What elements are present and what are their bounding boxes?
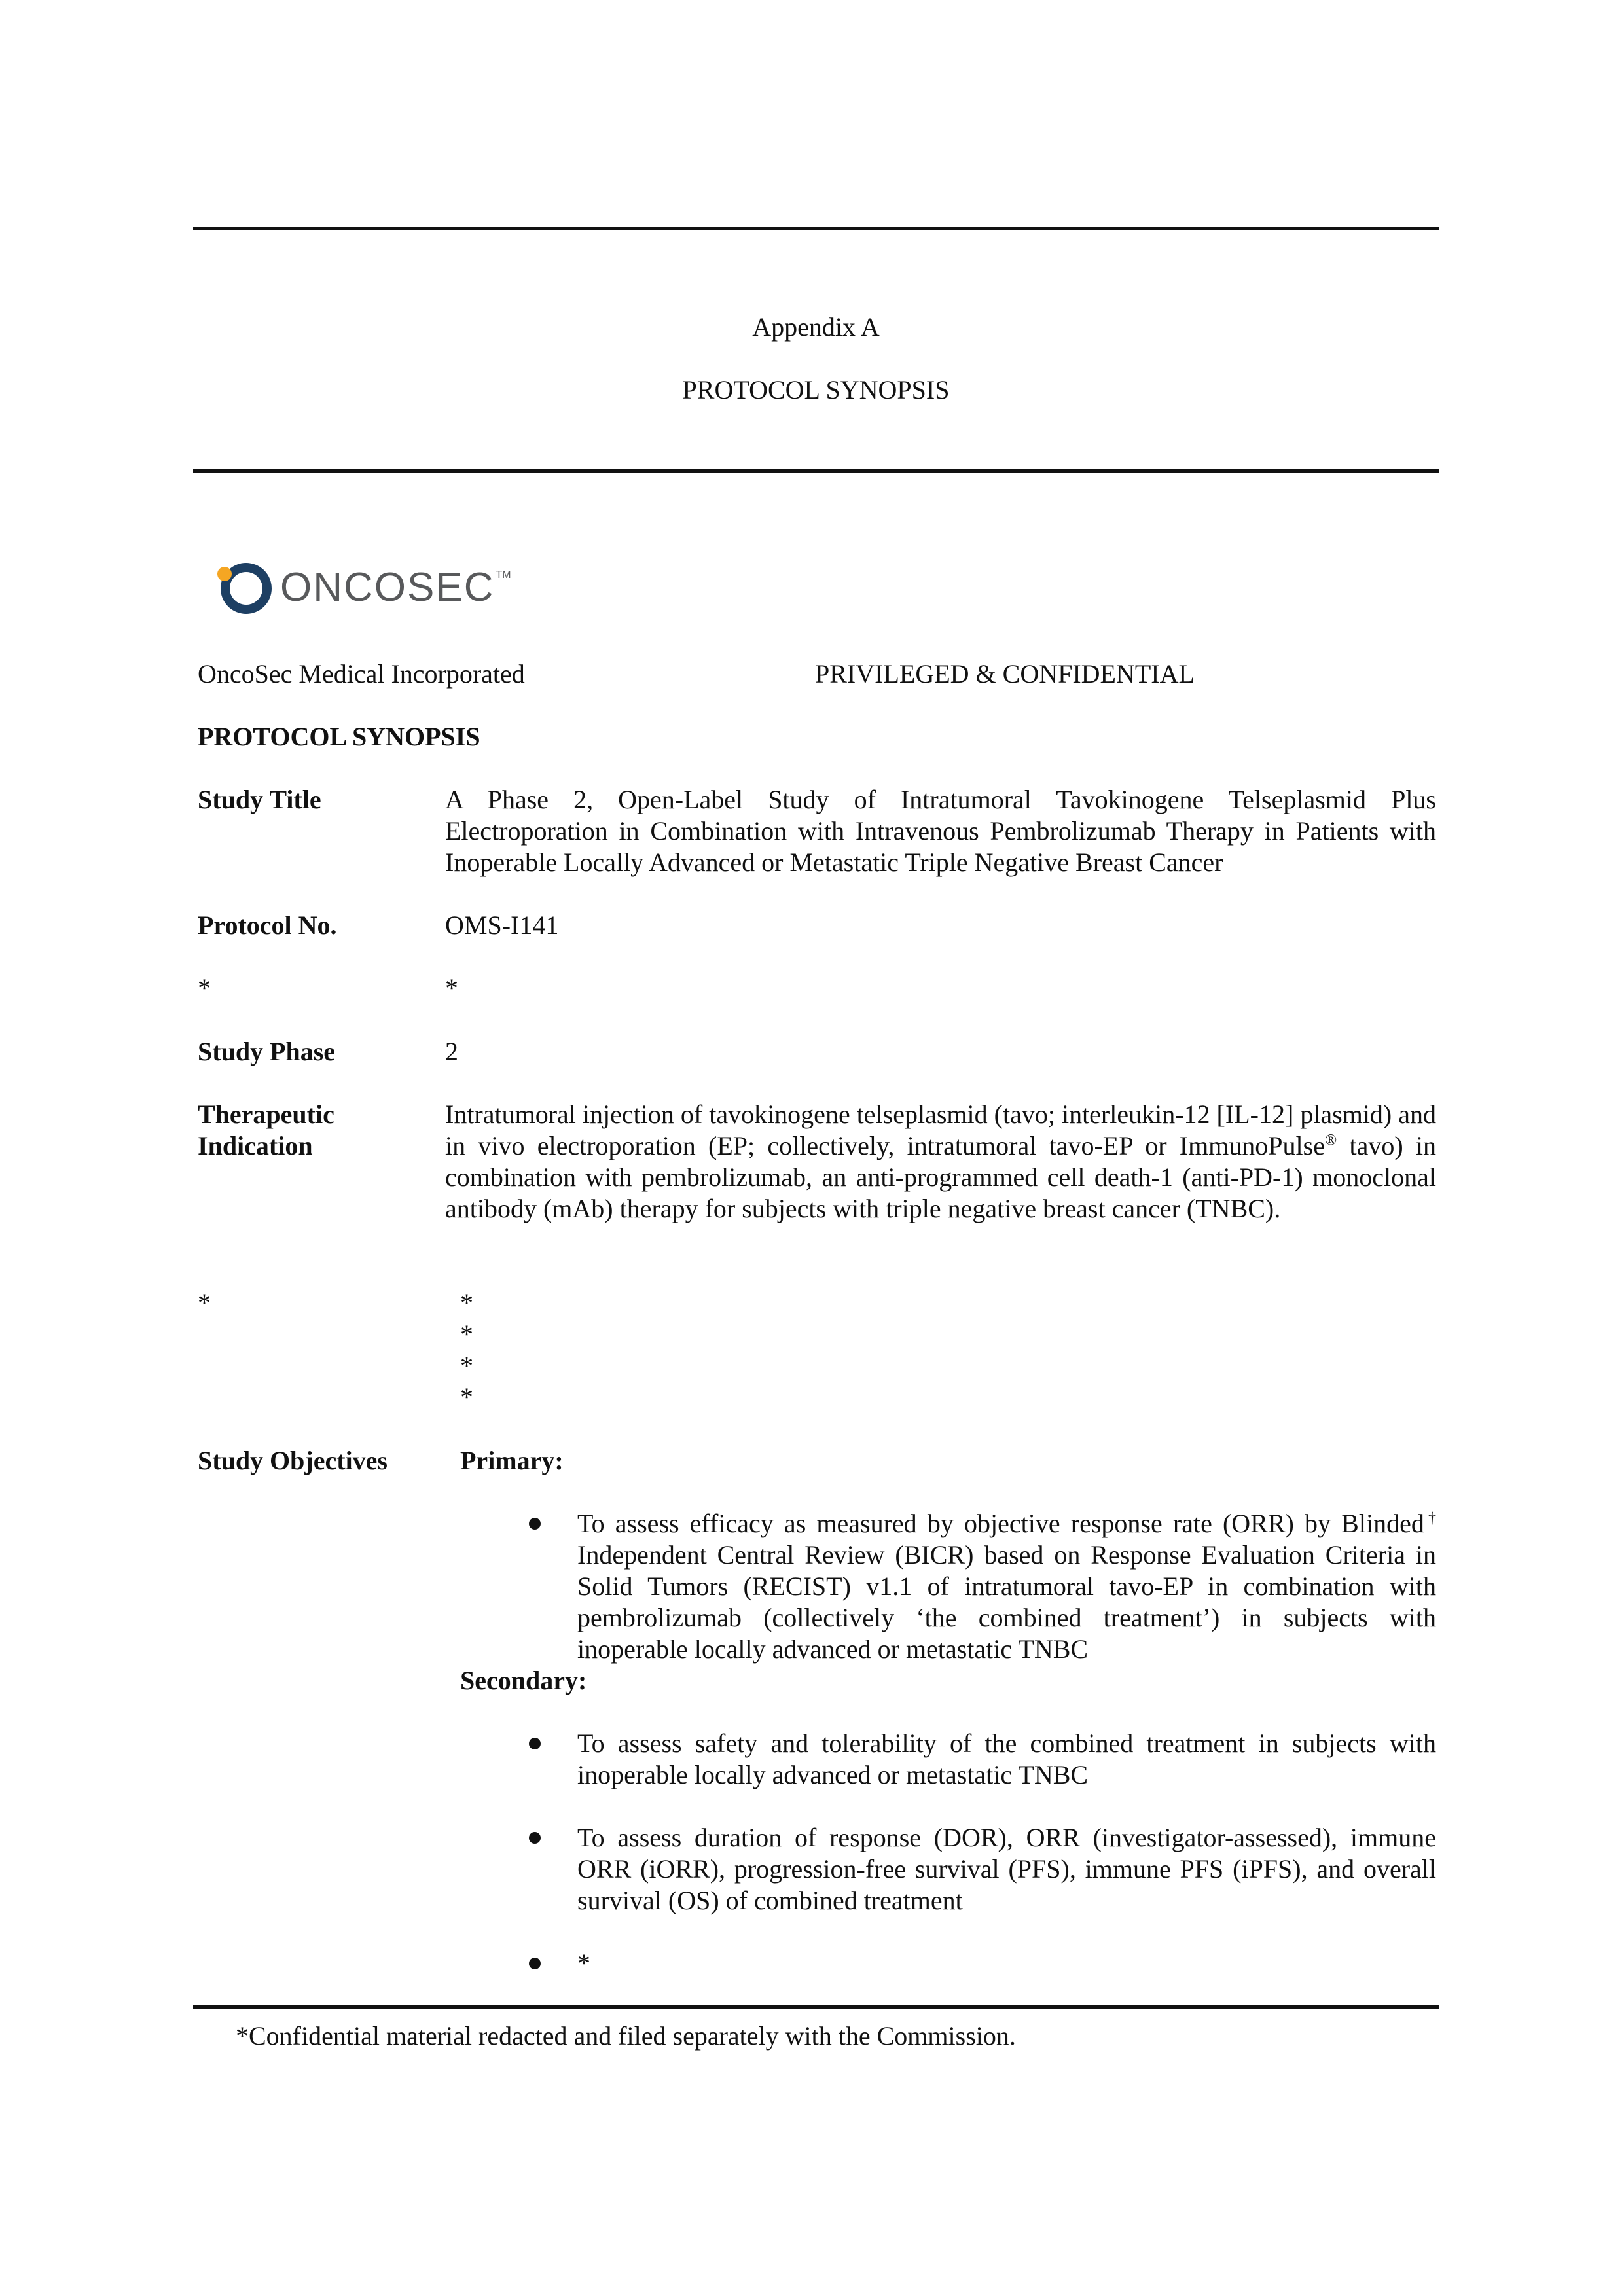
document-title: PROTOCOL SYNOPSIS	[682, 375, 950, 404]
appendix-label: Appendix A	[752, 312, 880, 342]
study-title-label: Study Title	[198, 785, 321, 814]
logo-trademark: TM	[496, 569, 511, 581]
confidentiality-notice: PRIVILEGED & CONFIDENTIAL	[815, 659, 1195, 689]
therapeutic-indication-label	[198, 1099, 433, 1162]
primary-objectives-heading: Primary:	[460, 1446, 564, 1475]
top-rule	[193, 227, 1439, 230]
redacted-value-2a: *	[460, 1288, 473, 1318]
therapeutic-indication-label-line2: Indication	[198, 1131, 313, 1160]
secondary-bullet-1-marker	[529, 1738, 541, 1749]
indication-text-part1: Intratumoral injection of tavokinogene telseplasmid (tavo; interleukin-12 [IL-12] plasmid) and in vivo electroporation (EP; collectively, intratumoral tavo-EP or ImmunoPulse	[445, 1100, 1437, 1160]
redacted-label-1: *	[198, 973, 211, 1003]
redacted-value-2d: *	[460, 1382, 473, 1412]
redaction-footnote: *Confidential material redacted and filed separately with the Commission.	[236, 2021, 1016, 2051]
logo-dot	[217, 567, 232, 581]
oncosec-logo	[216, 555, 511, 620]
secondary-bullet-1: To assess safety and tolerability of the combined treatment in subjects with inoperable locally advanced or metastatic TNBC	[577, 1729, 1436, 1789]
study-objectives-label: Study Objectives	[198, 1446, 388, 1475]
redacted-value-1: *	[445, 973, 458, 1003]
secondary-bullet-2: To assess duration of response (DOR), ORR (investigator-assessed), immune ORR (iORR), progression-free survival (PFS), immune PFS (iPFS), and overall survival (OS) of combined treatment	[577, 1823, 1436, 1915]
study-phase-value: 2	[445, 1037, 458, 1066]
primary-bullet-1	[577, 1508, 1436, 1665]
therapeutic-indication-value	[445, 1099, 1436, 1225]
dagger-mark: †	[1424, 1509, 1437, 1527]
study-title-value: A Phase 2, Open-Label Study of Intratumoral Tavokinogene Telseplasmid Plus Electroporation in Combination with Intravenous Pembrolizumab Therapy in Patients with Inoperable Locally Advanced or Metastatic Triple Negative Breast Cancer	[445, 785, 1436, 877]
primary-bullet-1-marker	[529, 1518, 541, 1530]
registered-mark: ®	[1324, 1132, 1337, 1149]
company-name: OncoSec Medical Incorporated	[198, 659, 525, 689]
synopsis-heading: PROTOCOL SYNOPSIS	[198, 722, 480, 751]
redacted-values-2	[460, 1287, 473, 1413]
primary-bullet-1-part1: To assess efficacy as measured by objective response rate (ORR) by Blinded	[577, 1509, 1424, 1538]
redacted-label-2: *	[198, 1288, 211, 1318]
logo-ring-icon	[216, 558, 275, 617]
secondary-bullet-3: *	[577, 1948, 590, 1978]
logo-wordmark: ONCOSEC	[280, 565, 495, 610]
protocol-no-value: OMS-I141	[445, 910, 559, 940]
therapeutic-indication-label-line1: Therapeutic	[198, 1100, 334, 1129]
study-phase-label: Study Phase	[198, 1037, 336, 1066]
secondary-bullet-2-marker	[529, 1832, 541, 1844]
indication-text-part2: tavo) in combination with pembrolizumab, an anti-programmed cell death-1 (anti-PD-1) monoclonal antibody (mAb) therapy for subjects with triple negative breast cancer (TNBC).	[445, 1131, 1436, 1223]
protocol-no-label: Protocol No.	[198, 910, 337, 940]
primary-bullet-1-part2: Independent Central Review (BICR) based on Response Evaluation Criteria in Solid Tumors (RECIST) v1.1 of intratumoral tavo-EP in combination with pembrolizumab (collectively ‘the combined treatment’) in subjects with inoperable locally advanced or metastatic TNBC	[577, 1540, 1436, 1664]
redacted-value-2c: *	[460, 1351, 473, 1380]
header-bottom-rule	[193, 469, 1439, 473]
secondary-objectives-heading: Secondary:	[460, 1666, 587, 1695]
secondary-bullet-3-marker	[529, 1958, 541, 1969]
redacted-value-2b: *	[460, 1319, 473, 1349]
bottom-rule	[193, 2005, 1439, 2009]
